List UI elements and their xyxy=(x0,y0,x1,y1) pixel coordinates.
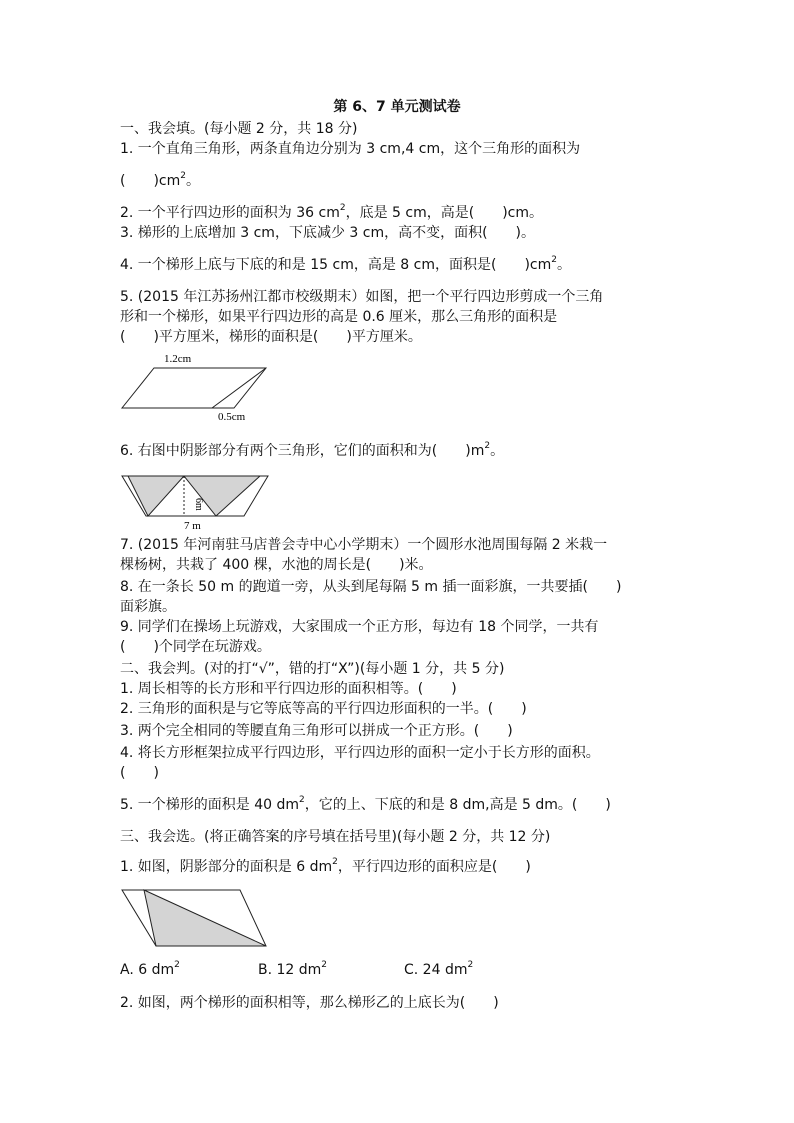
section2-heading: 二、我会判。(对的打“√”，错的打“X”)(每小题 1 分，共 5 分) xyxy=(120,661,505,677)
section3-heading: 三、我会选。(将正确答案的序号填在括号里)(每小题 2 分，共 12 分) xyxy=(120,829,551,845)
option-c[interactable]: C. 24 $dm^2$ xyxy=(404,960,474,978)
section1-heading: 一、我会填。(每小题 2 分，共 18 分) xyxy=(120,121,358,137)
judge-q4-line2: ( ) xyxy=(120,765,159,781)
q6: 6. 右图中阴影部分有两个三角形，它们的面积和为( )$m^2$。 xyxy=(120,441,505,459)
shaded-triangle-left xyxy=(128,476,184,516)
parallelogram-outline xyxy=(122,368,266,408)
judge-q1: 1. 周长相等的长方形和平行四边形的面积相等。( ) xyxy=(120,681,457,697)
q4: 4. 一个梯形上底与下底的和是 15 cm，高是 8 cm，面积是( )$cm^2$。 xyxy=(120,255,571,273)
q1-line1: 1. 一个直角三角形，两条直角边分别为 3 cm,4 cm，这个三角形的面积为 xyxy=(120,141,581,157)
shaded-triangle xyxy=(144,890,266,946)
q5-line2: 形和一个梯形，如果平行四边形的高是 0.6 厘米，那么三角形的面积是 xyxy=(120,309,558,325)
fig5-top-label: 1.2cm xyxy=(164,353,192,365)
choice-q2: 2. 如图，两个梯形的面积相等，那么梯形乙的上底长为( ) xyxy=(120,995,499,1011)
judge-q3: 3. 两个完全相同的等腰直角三角形可以拼成一个正方形。( ) xyxy=(120,723,513,739)
q8-line2: 面彩旗。 xyxy=(120,599,176,615)
fig5-bottom-label: 0.5cm xyxy=(218,411,246,423)
page-title: 第 6、7 单元测试卷 xyxy=(333,99,461,115)
q2: 2. 一个平行四边形的面积为 36 $cm^2$，底是 5 cm，高是( )cm。 xyxy=(120,203,543,221)
q7-line1: 7. (2015 年河南驻马店普会寺中心小学期末）一个圆形水池周围每隔 2 米栽一 xyxy=(120,537,608,553)
q3: 3. 梯形的上底增加 3 cm，下底减少 3 cm，高不变，面积( )。 xyxy=(120,225,536,241)
trapezoid-shaded-figure xyxy=(116,470,276,532)
judge-q5: 5. 一个梯形的面积是 40 $dm^2$，它的上、下底的和是 8 dm,高是 5 dm。( ) xyxy=(120,795,611,813)
fig6-height-label: 6m xyxy=(193,498,204,511)
q9-line1: 9. 同学们在操场上玩游戏，大家围成一个正方形，每边有 18 个同学，一共有 xyxy=(120,619,599,635)
q5-line3: ( )平方厘米，梯形的面积是( )平方厘米。 xyxy=(120,329,422,345)
q8-line1: 8. 在一条长 50 m 的跑道一旁，从头到尾每隔 5 m 插一面彩旗，一共要插( ) xyxy=(120,579,622,595)
choice-q1: 1. 如图，阴影部分的面积是 6 $dm^2$，平行四边形的面积应是( ) xyxy=(120,857,531,875)
parallelogram-shaded-figure xyxy=(116,884,276,950)
q1-line2: ( )$cm^2$。 xyxy=(120,171,200,189)
q9-line2: ( )个同学在玩游戏。 xyxy=(120,639,271,655)
judge-q2: 2. 三角形的面积是与它等底等高的平行四边形面积的一半。( ) xyxy=(120,701,527,717)
q7-line2: 棵杨树，共栽了 400 棵，水池的周长是( )米。 xyxy=(120,557,433,573)
option-b[interactable]: B. 12 $dm^2$ xyxy=(258,960,328,978)
parallelogram-figure xyxy=(116,348,276,426)
judge-q4-line1: 4. 将长方形框架拉成平行四边形，平行四边形的面积一定小于长方形的面积。 xyxy=(120,745,600,761)
option-a[interactable]: A. 6 $dm^2$ xyxy=(120,960,180,978)
q5-line1: 5. (2015 年江苏扬州江都市校级期末）如图，把一个平行四边形剪成一个三角 xyxy=(120,289,604,305)
fig6-base-label: 7 m xyxy=(184,520,201,532)
